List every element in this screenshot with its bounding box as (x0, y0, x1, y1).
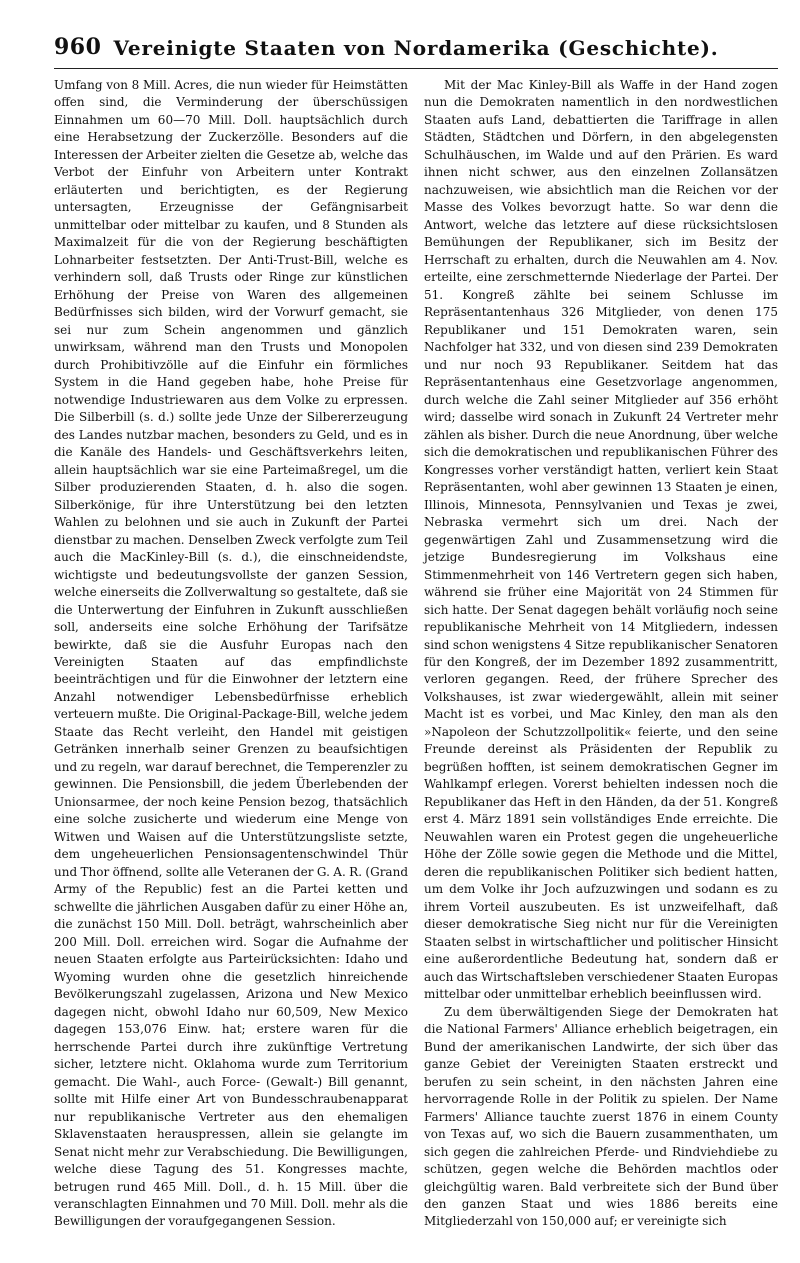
page-number: 960 (54, 34, 102, 60)
paragraph: Umfang von 8 Mill. Acres, die nun wieder für Heimstätten offen sind, die Verminderung der überschüssigen Einnahmen um 60—70 Mill. Doll. hauptsächlich durch eine Herabsetzung der Zuckerzölle. Besonders auf die Interessen der Arbeiter zielten die Gesetze ab, welche das Verbot der Einfuhr von Arbeitern unter Kontrakt erläuterten und berichtigten, es der Regierung untersagten, Erzeugnisse der Gefängnisarbeit unmittelbar oder mittelbar zu kaufen, und 8 Stunden als Maximalzeit für die von der Regierung beschäftigten Lohnarbeiter festsetzten. Der Anti-Trust-Bill, welche es verhindern soll, daß Trusts oder Ringe zur künstlichen Erhöhung der Preise von Waren des allgemeinen Bedürfnisses sich bilden, wird der Vorwurf gemacht, sie sei nur zum Schein angenommen und gänzlich unwirksam, während man den Trusts und Monopolen durch Prohibitivzölle auf die Einfuhr ein förmliches System in die Hand gegeben habe, hohe Preise für notwendige Industriewaren aus dem Volke zu erpressen. Die Silberbill (s. d.) sollte jede Unze der Silbererzeugung des Landes nutzbar machen, besonders zu Geld, und es in die Kanäle des Handels- und Geschäftsverkehrs leiten, allein hauptsächlich war sie eine Parteimaßregel, um die Silber produzierenden Staaten, d. h. also die sogen. Silberkönige, für ihre Unterstützung bei den letzten Wahlen zu belohnen und sie auch in Zukunft der Partei dienstbar zu machen. Denselben Zweck verfolgte zum Teil auch die MacKinley-Bill (s. d.), die einschneidendste, wichtigste und bedeutungsvollste der ganzen Session, welche einerseits die Zollverwaltung so gestaltete, daß sie die Unterwertung der Einfuhren in Zukunft ausschließen soll, anderseits eine solche Erhöhung der Tarifsätze bewirkte, daß sie die Ausfuhr Europas nach den Vereinigten Staaten auf das empfindlichste beeinträchtigen und für die Einwohner der letztern eine Anzahl notwendiger Lebensbedürfnisse erheblich verteuern mußte. Die Original-Package-Bill, welche jedem Staate das Recht verleiht, den Handel mit geistigen Getränken innerhalb seiner Grenzen zu beaufsichtigen und zu regeln, war darauf berechnet, die Temperenzler zu gewinnen. Die Pensionsbill, die jedem Überlebenden der Unionsarmee, der noch keine Pension bezog, thatsächlich eine solche zusicherte und wiederum eine Menge von Witwen und Waisen auf die Unterstützungsliste setzte, dem ungeheuerlichen Pensionsagentenschwindel Thür und Thor öffnend, sollte alle Veteranen der G. A. R. (Grand Army of the Republic) fest an die Partei ketten und schwellte die jährlichen Ausgaben dafür zu einer Höhe an, die zunächst 150 Mill. Doll. beträgt, wahrscheinlich aber 200 Mill. Doll. erreichen wird. Sogar die Aufnahme der neuen Staaten erfolgte aus Parteirücksichten: Idaho und Wyoming wurden ohne die gesetzlich hinreichende Bevölkerungszahl zugelassen, Arizona und New Mexico dagegen nicht, obwohl Idaho nur 60,509, New Mexico dagegen 153,076 Einw. hat; erstere waren für die herrschende Partei durch ihre zukünftige Vertretung sicher, letztere nicht. Oklahoma wurde zum Territorium gemacht. Die Wahl-, auch Force- (Gewalt-) Bill genannt, sollte mit Hilfe einer Art von Bundesschraubenapparat nur republikanische Vertreter aus den ehemaligen Sklavenstaaten herauspressen, allein sie gelangte im Senat nicht mehr zur Verabschiedung. Die Bewilligungen, welche diese Tagung des 51. Kongresses machte, betrugen rund 465 Mill. Doll., d. h. 15 Mill. über die veranschlagten Einnahmen und 70 Mill. Doll. mehr als die Bewilligungen der voraufgegangenen Session. (54, 78, 408, 1229)
running-title: Vereinigte Staaten von Nordamerika (Geschichte). (113, 36, 719, 60)
paragraph: Zu dem überwältigenden Siege der Demokraten hat die National Farmers' Alliance erheblich beigetragen, ein Bund der amerikanischen Landwirte, der sich über das ganze Gebiet der Vereinigten Staaten erstreckt und berufen zu sein scheint, in den nächsten Jahren eine hervorragende Rolle in der Politik zu spielen. Der Name Farmers' Alliance tauchte zuerst 1876 in einem County von Texas auf, wo sich die Bauern zusammenthaten, um sich gegen die zahlreichen Pferde- und Rindviehdiebe zu schützen, gegen welche die Behörden machtlos oder gleichgültig waren. Bald verbreitete sich der Bund über den ganzen Staat und wies 1886 bereits eine Mitgliederzahl von 150,000 auf; er vereinigte sich (424, 1004, 778, 1229)
right-column (424, 77, 778, 1231)
left-column (54, 77, 408, 1231)
page-header (54, 32, 778, 69)
paragraph: Mit der Mac Kinley-Bill als Waffe in der Hand zogen nun die Demokraten namentlich in den nordwestlichen Staaten aufs Land, debattierten die Tariffrage in allen Städten, Städtchen und Dörfern, in den abgelegensten Schulhäuschen, im Walde und auf den Prärien. Es ward ihnen nicht schwer, aus den einzelnen Zollansätzen nachzuweisen, wie absichtlich man die Reichen vor der Masse des Volkes bevorzugt hatte. So war denn die Antwort, welche das letztere auf diese rücksichtslosen Bemühungen der Republikaner, sich im Besitz der Herrschaft zu erhalten, durch die Neuwahlen am 4. Nov. erteilte, eine zerschmetternde Niederlage der Partei. Der 51. Kongreß zählte bei seinem Schlusse im Repräsentantenhaus 326 Mitglieder, von denen 175 Republikaner und 151 Demokraten waren, sein Nachfolger hat 332, und von diesen sind 239 Demokraten und nur noch 93 Republikaner. Seitdem hat das Repräsentantenhaus eine Gesetzvorlage angenommen, durch welche die Zahl seiner Mitglieder auf 356 erhöht wird; dasselbe wird sonach in Zukunft 24 Vertreter mehr zählen als bisher. Durch die neue Anordnung, über welche sich die demokratischen und republikanischen Führer des Kongresses vorher verständigt hatten, verliert kein Staat Repräsentanten, wohl aber gewinnen 13 Staaten je einen, Illinois, Minnesota, Pennsylvanien und Texas je zwei, Nebraska vermehrt sich um drei. Nach der gegenwärtigen Zahl und Zusammensetzung wird die jetzige Bundesregierung im Volkshaus eine Stimmenmehrheit von 146 Vertretern gegen sich haben, während sie früher eine Majorität von 24 Stimmen für sich hatte. Der Senat dagegen behält vorläufig noch seine republikanische Mehrheit von 14 Mitgliedern, indessen sind schon wenigstens 4 Sitze republikanischer Senatoren für den Kongreß, der im Dezember 1892 zusammentritt, verloren gegangen. Reed, der frühere Sprecher des Volkshauses, ist zwar wiedergewählt, allein mit seiner Macht ist es vorbei, und Mac Kinley, den man als den »Napoleon der Schutzzollpolitik« feierte, und den seine Freunde dereinst als Präsidenten der Republik zu begrüßen hofften, ist seinem demokratischen Gegner im Wahlkampf erlegen. Vorerst behielten indessen noch die Republikaner das Heft in den Händen, da der 51. Kongreß erst 4. März 1891 sein vollständiges Ende erreichte. Die Neuwahlen waren ein Protest gegen die ungeheuerliche Höhe der Zölle sowie gegen die Methode und die Mittel, deren die republikanischen Politiker sich bedient hatten, um dem Volke ihr Joch aufzuzwingen und sodann es zu ihrem Vorteil auszubeuten. Es ist unzweifelhaft, daß dieser demokratische Sieg nicht nur für die Vereinigten Staaten selbst in wirtschaftlicher und politischer Hinsicht eine außerordentliche Bedeutung hat, sondern daß er auch das Wirtschaftsleben verschiedener Staaten Europas mittelbar oder unmittelbar erheblich beeinflussen wird. (424, 78, 779, 1002)
